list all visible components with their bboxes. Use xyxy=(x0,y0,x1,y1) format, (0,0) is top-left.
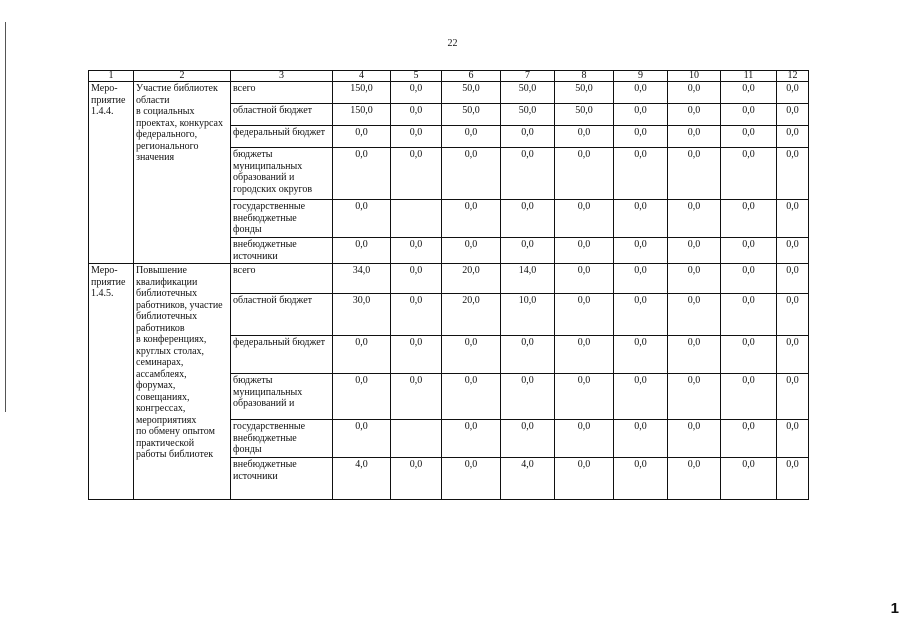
column-header: 5 xyxy=(391,71,442,82)
value-cell: 0,0 xyxy=(391,238,442,264)
value-cell: 0,0 xyxy=(442,458,501,500)
value-cell: 0,0 xyxy=(721,82,777,104)
left-margin-line xyxy=(5,22,6,412)
page-number: 22 xyxy=(447,38,458,49)
value-cell: 0,0 xyxy=(721,126,777,148)
value-cell: 0,0 xyxy=(555,458,614,500)
value-cell: 50,0 xyxy=(555,104,614,126)
activity-id: Меро- приятие 1.4.5. xyxy=(89,264,134,500)
funding-source: областной бюджет xyxy=(231,104,333,126)
value-cell: 0,0 xyxy=(668,238,721,264)
value-cell: 0,0 xyxy=(333,420,391,458)
activity-name: Участие библиотек области в социальных проектах, конкурсах федерального, регионального значения xyxy=(134,82,231,264)
value-cell: 14,0 xyxy=(501,264,555,294)
value-cell: 0,0 xyxy=(777,200,809,238)
value-cell: 0,0 xyxy=(555,238,614,264)
value-cell: 50,0 xyxy=(442,104,501,126)
value-cell xyxy=(391,420,442,458)
column-header: 1 xyxy=(89,71,134,82)
value-cell: 0,0 xyxy=(777,126,809,148)
value-cell: 10,0 xyxy=(501,294,555,336)
value-cell: 0,0 xyxy=(391,104,442,126)
funding-source: бюджеты муниципальных образований и xyxy=(231,374,333,420)
value-cell: 0,0 xyxy=(501,148,555,200)
value-cell: 0,0 xyxy=(555,126,614,148)
value-cell: 0,0 xyxy=(333,200,391,238)
value-cell: 0,0 xyxy=(668,200,721,238)
value-cell: 0,0 xyxy=(721,336,777,374)
value-cell: 0,0 xyxy=(668,458,721,500)
value-cell: 0,0 xyxy=(777,264,809,294)
value-cell: 0,0 xyxy=(614,148,668,200)
column-header: 9 xyxy=(614,71,668,82)
value-cell: 0,0 xyxy=(391,336,442,374)
value-cell: 0,0 xyxy=(442,238,501,264)
value-cell: 0,0 xyxy=(555,420,614,458)
value-cell: 0,0 xyxy=(777,294,809,336)
budget-table-body xyxy=(89,71,809,500)
value-cell: 0,0 xyxy=(391,148,442,200)
value-cell: 0,0 xyxy=(668,420,721,458)
value-cell: 0,0 xyxy=(555,200,614,238)
value-cell: 0,0 xyxy=(501,126,555,148)
column-header: 4 xyxy=(333,71,391,82)
value-cell: 0,0 xyxy=(777,238,809,264)
value-cell: 0,0 xyxy=(333,336,391,374)
value-cell: 0,0 xyxy=(442,374,501,420)
value-cell: 0,0 xyxy=(777,336,809,374)
funding-source: федеральный бюджет xyxy=(231,336,333,374)
value-cell: 0,0 xyxy=(333,148,391,200)
value-cell: 0,0 xyxy=(442,148,501,200)
value-cell: 0,0 xyxy=(777,458,809,500)
funding-source: бюджеты муниципальных образований и городских округов xyxy=(231,148,333,200)
funding-source: государственные внебюджетные фонды xyxy=(231,420,333,458)
value-cell: 0,0 xyxy=(721,238,777,264)
value-cell: 0,0 xyxy=(391,294,442,336)
value-cell xyxy=(391,200,442,238)
value-cell: 150,0 xyxy=(333,82,391,104)
value-cell: 0,0 xyxy=(721,294,777,336)
table-row xyxy=(89,264,809,294)
value-cell: 0,0 xyxy=(614,238,668,264)
value-cell: 0,0 xyxy=(501,200,555,238)
value-cell: 0,0 xyxy=(668,104,721,126)
value-cell: 0,0 xyxy=(721,104,777,126)
table-row xyxy=(89,82,809,104)
column-header: 3 xyxy=(231,71,333,82)
value-cell: 0,0 xyxy=(442,336,501,374)
value-cell: 0,0 xyxy=(555,294,614,336)
value-cell: 150,0 xyxy=(333,104,391,126)
value-cell: 0,0 xyxy=(777,104,809,126)
value-cell: 0,0 xyxy=(391,374,442,420)
value-cell: 0,0 xyxy=(555,264,614,294)
header-row xyxy=(89,71,809,82)
value-cell: 0,0 xyxy=(668,264,721,294)
value-cell: 0,0 xyxy=(555,148,614,200)
value-cell: 0,0 xyxy=(501,238,555,264)
value-cell: 0,0 xyxy=(668,294,721,336)
activity-name: Повышение квалификации библиотечных работников, участие библиотечных работников в конференциях, круглых столах, семинарах, ассамблеях, форумах, совещаниях, конгрессах, мероприятиях по обмену опытом практической работы библиотек xyxy=(134,264,231,500)
value-cell: 0,0 xyxy=(614,374,668,420)
value-cell: 50,0 xyxy=(442,82,501,104)
value-cell: 0,0 xyxy=(721,374,777,420)
value-cell: 0,0 xyxy=(614,82,668,104)
value-cell: 0,0 xyxy=(333,126,391,148)
funding-source: областной бюджет xyxy=(231,294,333,336)
column-header: 10 xyxy=(668,71,721,82)
value-cell: 0,0 xyxy=(614,104,668,126)
value-cell: 0,0 xyxy=(777,148,809,200)
column-header: 8 xyxy=(555,71,614,82)
value-cell: 0,0 xyxy=(614,336,668,374)
funding-source: внебюджетные источники xyxy=(231,238,333,264)
value-cell: 0,0 xyxy=(555,374,614,420)
funding-source: государственные внебюджетные фонды xyxy=(231,200,333,238)
value-cell: 50,0 xyxy=(501,82,555,104)
value-cell: 0,0 xyxy=(721,200,777,238)
funding-source: всего xyxy=(231,82,333,104)
funding-source: внебюджетные источники xyxy=(231,458,333,500)
value-cell: 0,0 xyxy=(668,82,721,104)
value-cell: 0,0 xyxy=(391,458,442,500)
value-cell: 0,0 xyxy=(777,420,809,458)
value-cell: 0,0 xyxy=(501,420,555,458)
value-cell: 0,0 xyxy=(442,420,501,458)
value-cell: 0,0 xyxy=(333,374,391,420)
value-cell: 50,0 xyxy=(555,82,614,104)
activity-id: Меро- приятие 1.4.4. xyxy=(89,82,134,264)
value-cell: 50,0 xyxy=(501,104,555,126)
budget-table xyxy=(88,70,809,500)
value-cell: 0,0 xyxy=(442,126,501,148)
value-cell: 0,0 xyxy=(668,336,721,374)
value-cell: 34,0 xyxy=(333,264,391,294)
value-cell: 0,0 xyxy=(721,420,777,458)
corner-mark: 1 xyxy=(890,600,899,617)
value-cell: 4,0 xyxy=(333,458,391,500)
value-cell: 30,0 xyxy=(333,294,391,336)
value-cell: 4,0 xyxy=(501,458,555,500)
value-cell: 0,0 xyxy=(333,238,391,264)
value-cell: 0,0 xyxy=(668,374,721,420)
column-header: 2 xyxy=(134,71,231,82)
funding-source: федеральный бюджет xyxy=(231,126,333,148)
value-cell: 0,0 xyxy=(391,82,442,104)
value-cell: 0,0 xyxy=(614,420,668,458)
column-header: 11 xyxy=(721,71,777,82)
value-cell: 0,0 xyxy=(777,82,809,104)
value-cell: 0,0 xyxy=(614,200,668,238)
value-cell: 0,0 xyxy=(501,336,555,374)
value-cell: 0,0 xyxy=(614,294,668,336)
value-cell: 0,0 xyxy=(614,126,668,148)
value-cell: 0,0 xyxy=(668,148,721,200)
value-cell: 0,0 xyxy=(555,336,614,374)
column-header: 12 xyxy=(777,71,809,82)
value-cell: 0,0 xyxy=(614,458,668,500)
value-cell: 0,0 xyxy=(391,264,442,294)
value-cell: 0,0 xyxy=(721,458,777,500)
value-cell: 0,0 xyxy=(391,126,442,148)
value-cell: 0,0 xyxy=(442,200,501,238)
value-cell: 0,0 xyxy=(721,148,777,200)
value-cell: 0,0 xyxy=(668,126,721,148)
value-cell: 20,0 xyxy=(442,294,501,336)
column-header: 6 xyxy=(442,71,501,82)
value-cell: 0,0 xyxy=(777,374,809,420)
value-cell: 0,0 xyxy=(721,264,777,294)
value-cell: 0,0 xyxy=(614,264,668,294)
funding-source: всего xyxy=(231,264,333,294)
value-cell: 20,0 xyxy=(442,264,501,294)
value-cell: 0,0 xyxy=(501,374,555,420)
column-header: 7 xyxy=(501,71,555,82)
